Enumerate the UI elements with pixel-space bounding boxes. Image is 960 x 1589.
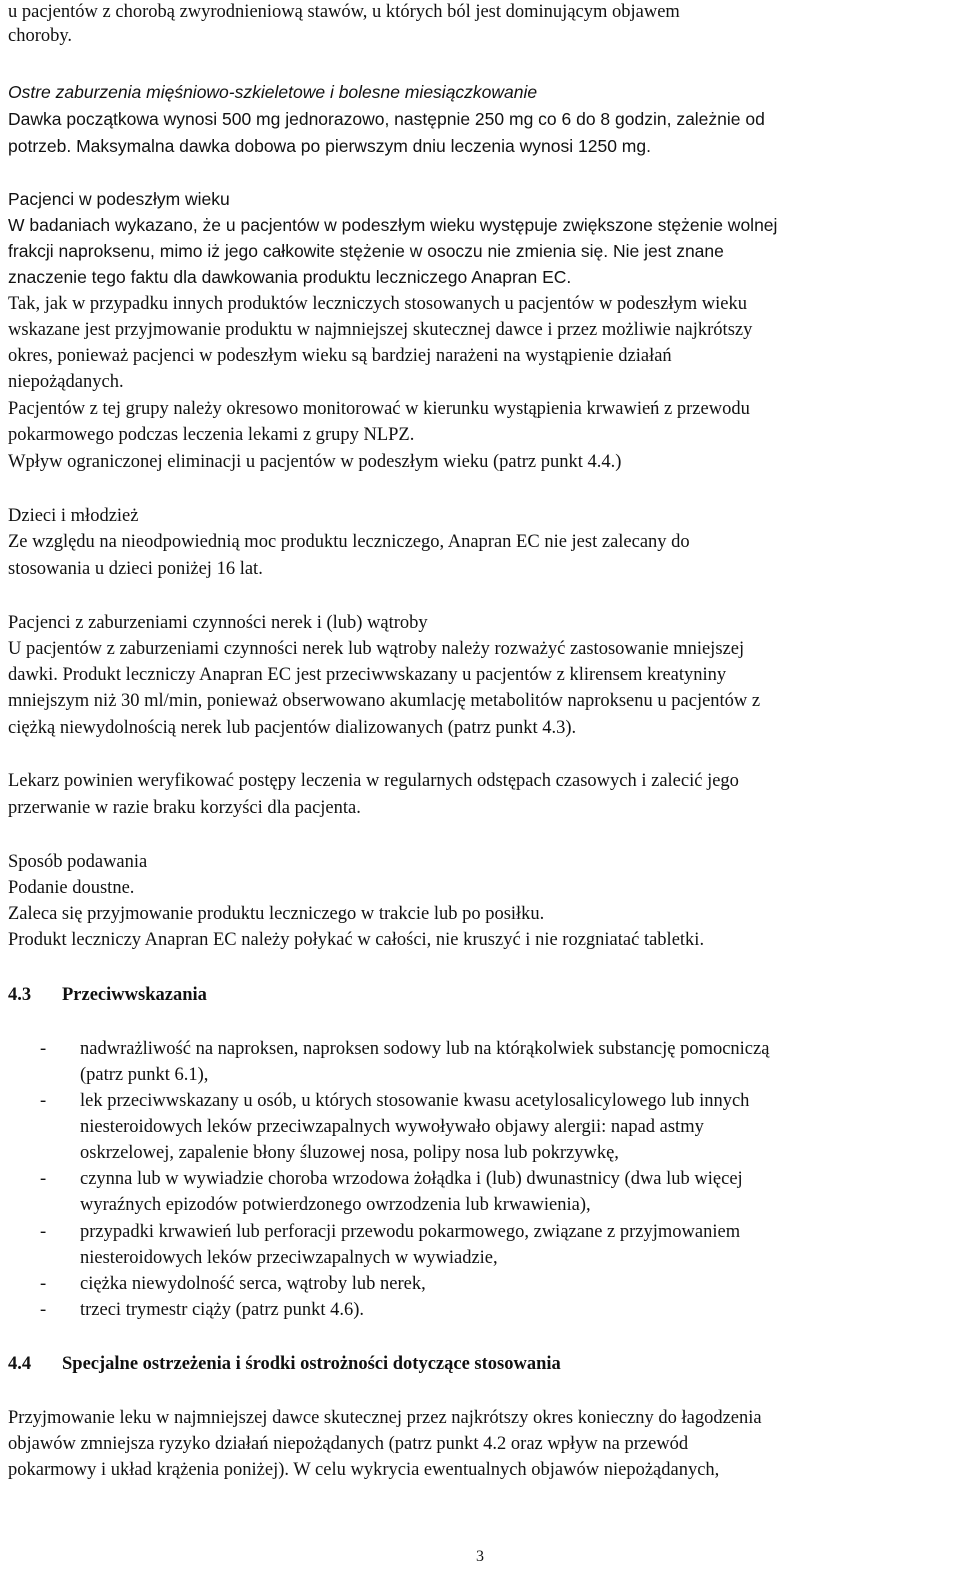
list-item-text: trzeci trymestr ciąży (patrz punkt 4.6). <box>80 1300 365 1320</box>
text-line: dawki. Produkt leczniczy Anapran EC jest przeciwwskazany u pacjentów z klirensem kreatyniny <box>8 665 727 685</box>
page-number: 3 <box>476 1548 484 1565</box>
text-line: stosowania u dzieci poniżej 16 lat. <box>8 559 263 579</box>
list-item-text: ciężka niewydolność serca, wątroby lub nerek, <box>80 1274 426 1294</box>
subsection-heading: Dzieci i młodzież <box>8 506 139 526</box>
section-number: 4.4 <box>8 1354 32 1374</box>
list-item-continuation: (patrz punkt 6.1), <box>80 1065 209 1085</box>
text-line: przerwanie w razie braku korzyści dla pacjenta. <box>8 798 361 818</box>
text-line: Lekarz powinien weryfikować postępy leczenia w regularnych odstępach czasowych i zalecić jego <box>8 771 739 791</box>
text-line: Przyjmowanie leku w najmniejszej dawce skutecznej przez najkrótszy okres konieczny do łagodzenia <box>8 1408 762 1428</box>
text-line: Produkt leczniczy Anapran EC należy połykać w całości, nie kruszyć i nie rozgniatać tabletki. <box>8 930 705 950</box>
text-line: Zaleca się przyjmowanie produktu leczniczego w trakcie lub po posiłku. <box>8 904 545 924</box>
text-line: Ze względu na nieodpowiednią moc produktu leczniczego, Anapran EC nie jest zalecany do <box>8 532 690 552</box>
section-heading-4-4 <box>8 1352 561 1376</box>
text-line: u pacjentów z chorobą zwyrodnieniową stawów, u których ból jest dominującym objawem <box>8 2 680 22</box>
list-item-continuation: wyraźnych epizodów potwierdzonego owrzodzenia lub krwawienia), <box>80 1195 591 1215</box>
text-line: Dawka początkowa wynosi 500 mg jednorazowo, następnie 250 mg co 6 do 8 godzin, zależnie od <box>8 109 765 129</box>
text-line: frakcji naproksenu, mimo iż jego całkowite stężenie w osoczu nie zmienia się. Nie jest znane <box>8 241 724 261</box>
subsection-heading: Ostre zaburzenia mięśniowo-szkieletowe i bolesne miesiączkowanie <box>8 82 538 102</box>
list-item-continuation: niesteroidowych leków przeciwzapalnych wywoływało objawy alergii: napad astmy <box>80 1117 704 1137</box>
text-line: Podanie doustne. <box>8 878 135 898</box>
text-line: znaczenie tego faktu dla dawkowania produktu leczniczego Anapran EC. <box>8 267 572 287</box>
list-item-continuation: oskrzelowej, zapalenie błony śluzowej nosa, polipy nosa lub pokrzywkę, <box>80 1143 619 1163</box>
text-line: okres, ponieważ pacjenci w podeszłym wieku są bardziej narażeni na wystąpienie działań <box>8 346 672 366</box>
section-heading-4-3 <box>8 983 207 1007</box>
list-item-text: nadwrażliwość na naproksen, naproksen sodowy lub na którąkolwiek substancję pomocniczą <box>80 1039 770 1059</box>
bullet-dash: - <box>40 1222 47 1242</box>
text-line: pokarmowego podczas leczenia lekami z grupy NLPZ. <box>8 425 415 445</box>
section-title: Przeciwwskazania <box>62 985 207 1005</box>
subsection-heading: Pacjenci z zaburzeniami czynności nerek i (lub) wątroby <box>8 613 428 633</box>
text-line: objawów zmniejsza ryzyko działań niepożądanych (patrz punkt 4.2 oraz wpływ na przewód <box>8 1434 689 1454</box>
text-line: W badaniach wykazano, że u pacjentów w podeszłym wieku występuje zwiększone stężenie wolnej <box>8 215 778 235</box>
bullet-dash: - <box>40 1300 47 1320</box>
text-line: ciężką niewydolnością nerek lub pacjentów dializowanych (patrz punkt 4.3). <box>8 718 577 738</box>
bullet-dash: - <box>40 1169 47 1189</box>
text-line: choroby. <box>8 26 73 46</box>
text-line: U pacjentów z zaburzeniami czynności nerek lub wątroby należy rozważyć zastosowanie mniejszej <box>8 639 745 659</box>
list-item-continuation: niesteroidowych leków przeciwzapalnych w wywiadzie, <box>80 1248 498 1268</box>
list-item-text: przypadki krwawień lub perforacji przewodu pokarmowego, związane z przyjmowaniem <box>80 1222 741 1242</box>
text-line: wskazane jest przyjmowanie produktu w najmniejszej skutecznej dawce i przez możliwie najkrótszy <box>8 320 753 340</box>
section-title: Specjalne ostrzeżenia i środki ostrożności dotyczące stosowania <box>62 1354 561 1374</box>
list-item-text: czynna lub w wywiadzie choroba wrzodowa żołądka i (lub) dwunastnicy (dwa lub więcej <box>80 1169 743 1189</box>
text-line: Pacjentów z tej grupy należy okresowo monitorować w kierunku wystąpienia krwawień z przewodu <box>8 399 750 419</box>
list-item-text: lek przeciwwskazany u osób, u których stosowanie kwasu acetylosalicylowego lub innych <box>80 1091 750 1111</box>
text-line: mniejszym niż 30 ml/min, ponieważ obserwowano akumlację metabolitów naproksenu u pacjentów z <box>8 691 761 711</box>
text-line: pokarmowy i układ krążenia poniżej). W celu wykrycia ewentualnych objawów niepożądanych, <box>8 1460 720 1480</box>
text-line: potrzeb. Maksymalna dawka dobowa po pierwszym dniu leczenia wynosi 1250 mg. <box>8 136 651 156</box>
bullet-dash: - <box>40 1091 47 1111</box>
text-line: niepożądanych. <box>8 372 124 392</box>
subsection-heading: Pacjenci w podeszłym wieku <box>8 189 230 209</box>
bullet-dash: - <box>40 1274 47 1294</box>
subsection-heading: Sposób podawania <box>8 852 148 872</box>
text-line: Tak, jak w przypadku innych produktów leczniczych stosowanych u pacjentów w podeszłym wieku <box>8 294 748 314</box>
bullet-dash: - <box>40 1039 47 1059</box>
text-line: Wpływ ograniczonej eliminacji u pacjentów w podeszłym wieku (patrz punkt 4.4.) <box>8 452 622 472</box>
section-number: 4.3 <box>8 985 32 1005</box>
